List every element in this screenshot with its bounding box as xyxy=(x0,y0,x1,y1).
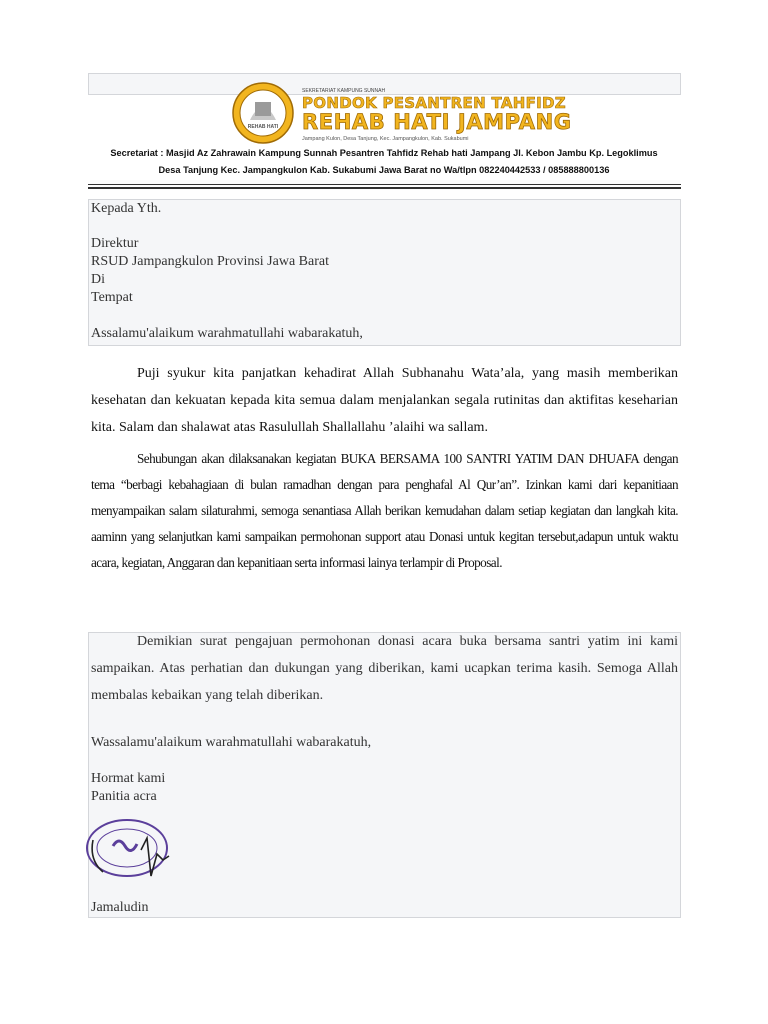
closing-paragraph: Demikian surat pengajuan permohonan donasi acara buka bersama santri yatim ini kami sampaikan. Atas perhatian dan dukungan yang diberikan, kami ucapkan terima kasih. Semoga Allah membalas kebaikan yang telah diberikan. xyxy=(91,634,678,703)
logo-small-text: SEKRETARIAT KAMPUNG SUNNAH xyxy=(302,88,386,94)
closing-committee: Panitia acra xyxy=(91,789,157,804)
emblem-icon xyxy=(232,80,294,146)
header-divider-thick xyxy=(88,187,681,189)
recipient-di: Di xyxy=(91,272,105,287)
signatory-name: Jamaludin xyxy=(91,900,149,915)
logo-title-line1: PONDOK PESANTREN TAHFIDZ xyxy=(302,94,566,112)
recipient-position: Direktur xyxy=(91,236,139,251)
header-divider-thin xyxy=(88,184,681,185)
logo-title-line2: REHAB HATI JAMPANG xyxy=(302,110,572,134)
recipient-institution: RSUD Jampangkulon Provinsi Jawa Barat xyxy=(91,254,329,269)
secretariat-line-1: Secretariat : Masjid Az Zahrawain Kampung Sunnah Pesantren Tahfidz Rehab hati Jampang Jl. Kebon Jambu Kp. Legoklimus xyxy=(110,148,658,158)
body-paragraph-2: Sehubungan akan dilaksanakan kegiatan BUKA BERSAMA 100 SANTRI YATIM DAN DHUAFA dengan tema “berbagi kebahagiaan di bulan ramadhan dengan para penghafal Al Qur’an”. Izinkan kami dari kepanitiaan menyampaikan salam silaturahmi, semoga senantiasa Allah berikan kemudahan dalam setiap kegiatan dan langkah kita. aaminn yang selanjutkan kami sampaikan permohonan support atau Donasi untuk kegitan tersebut,adapun untuk waktu acara, kegiatan, Anggaran dan kepanitiaan serta informasi lainya terlampir di Proposal. xyxy=(91,451,678,570)
recipient-salutation: Kepada Yth. xyxy=(91,201,162,216)
institution-logo xyxy=(232,80,572,148)
secretariat-line-2: Desa Tanjung Kec. Jampangkulon Kab. Sukabumi Jawa Barat no Wa/tlpn 082240442533 / 085888800136 xyxy=(158,165,610,175)
logo-subtitle: Jampang Kulon, Desa Tanjung, Kec. Jampangkulon, Kab. Sukabumi xyxy=(302,136,469,142)
recipient-place: Tempat xyxy=(91,290,133,305)
body-paragraph-1: Puji syukur kita panjatkan kehadirat Allah Subhanahu Wata’ala, yang masih memberikan kesehatan dan kekuatan kepada kita semua dalam menjalankan segala rutinitas dan aktifitas keseharian kita. Salam dan shalawat atas Rasulullah Shallallahu ’alaihi wa sallam. xyxy=(91,366,678,435)
closing-regards: Hormat kami xyxy=(91,771,166,786)
stamp-signature-icon xyxy=(83,810,173,890)
closing-salam: Wassalamu'alaikum warahmatullahi wabarakatuh, xyxy=(91,735,372,750)
opening-greeting: Assalamu'alaikum warahmatullahi wabarakatuh, xyxy=(91,326,363,341)
address-block xyxy=(88,199,681,346)
emblem-text: REHAB HATI xyxy=(247,124,279,130)
